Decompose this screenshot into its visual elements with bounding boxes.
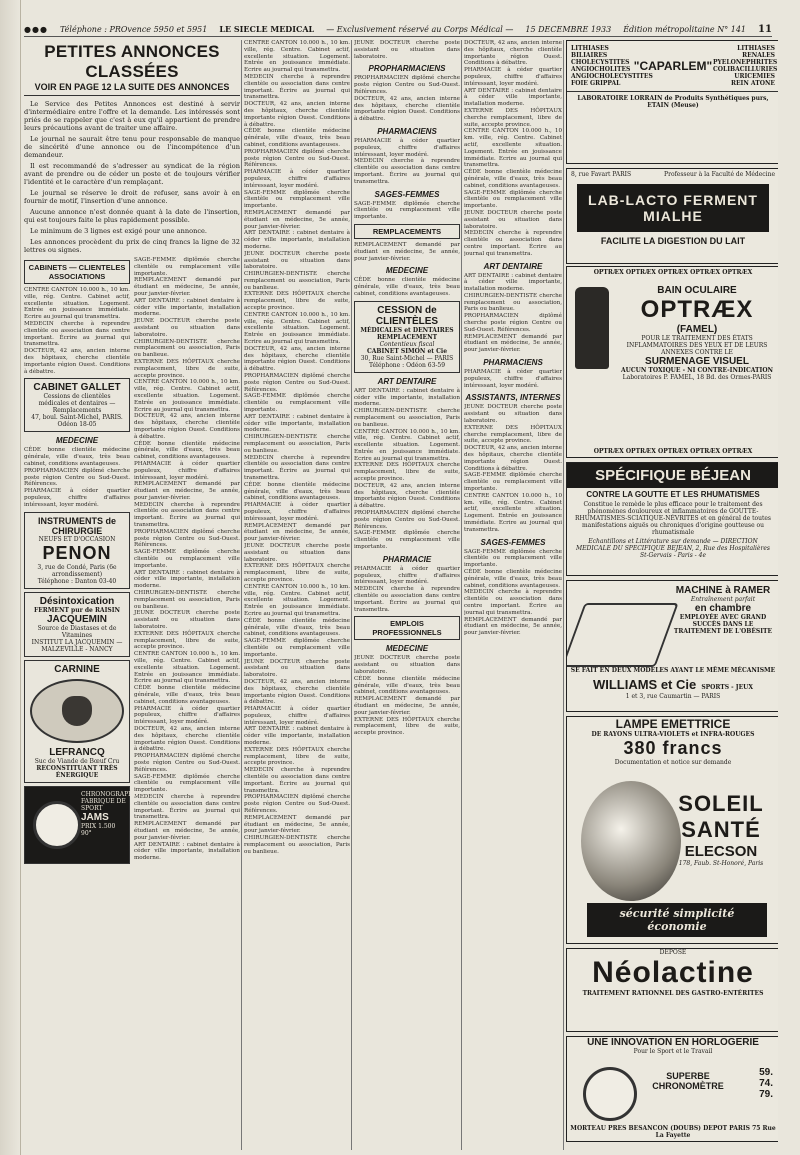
classified-ad: MEDECIN cherche à reprendre clientèle ou association dans centre important. Écrire au journal qui transmettra. xyxy=(24,320,130,348)
section-heading-art-dentaire-2: ART DENTAIRE xyxy=(483,261,543,271)
optraex-sub: (FAMEL) xyxy=(676,324,718,335)
classified-ad: EXTERNE DES HÔPITAUX cherche remplacement, libre de suite, accepte province. xyxy=(354,716,460,737)
column-rule xyxy=(461,40,462,1150)
horlogerie-address: MORTEAU PRES BESANCON (DOUBS) DEPOT PARIS 75 Rue La Fayette xyxy=(570,1125,776,1139)
classified-ad: CHIRURGIEN-DENTISTE cherche remplacement ou association, Paris ou banlieue. xyxy=(244,835,350,855)
lampe-title: LAMPE EMETTRICE xyxy=(615,717,731,731)
header-reserved: — Exclusivement réservé au Corps Médical — xyxy=(326,24,514,34)
section-heading-cabinets: CABINETS — CLIENTELES ASSOCIATIONS xyxy=(24,260,130,284)
mialhe-prof: Professeur à la Faculté de Médecine xyxy=(664,171,775,178)
penon-tel: Téléphone : Danton 03-40 xyxy=(37,577,117,585)
classified-ad: CHIRURGIEN-DENTISTE cherche remplacement ou association, Paris ou banlieue. xyxy=(464,292,562,313)
classified-ad: REMPLACEMENT demandé par étudiant en médecine, 5e année, pour janvier-février. xyxy=(244,522,350,543)
williams-line5: SE FAIT EN DEUX MODÈLES AYANT LE MÊME MÉCANISME xyxy=(570,667,776,674)
classified-ad: JEUNE DOCTEUR cherche poste assistant ou situation dans laboratoire. xyxy=(354,655,460,676)
cession-line: REMPLACEMENT xyxy=(376,333,438,341)
jams-line1: CHRONOGRAPHE xyxy=(81,790,138,798)
williams-line1: MACHINE à RAMER xyxy=(675,585,771,596)
cession-address: 30, Rue Saint-Michel — PARIS xyxy=(360,354,454,362)
classified-ad: PROPHARMACIEN diplômé cherche poste région Centre ou Sud-Ouest. Références. xyxy=(24,467,130,488)
header-phone: Téléphone : PROvence 5950 et 5951 xyxy=(59,24,208,34)
indication: REIN ATONE xyxy=(730,80,775,87)
jacquemin-address: INSTITUT LA JACQUEMIN — MALZEVILLE - NANCY xyxy=(31,638,123,653)
intro-paragraph: Les annonces procèdent du prix de cinq francs la ligne de 32 lettres ou signes. xyxy=(24,238,240,254)
classified-ad: ART DENTAIRE : cabinet dentaire à céder ville importante, installation moderne. xyxy=(134,841,240,862)
classified-ad: PROPHARMACIEN diplômé cherche poste région Centre ou Sud-Ouest. Références. xyxy=(134,528,240,549)
intro-paragraph: Le journal se réserve le droit de refuser, sans avoir à en fournir de motif, l'insertion d'une annonce. xyxy=(24,189,240,205)
williams-line2: Entraînement parfait xyxy=(690,596,756,603)
lampe-sub: DE RAYONS ULTRA-VIOLETS et INFRA-ROUGES xyxy=(591,731,755,738)
gallet-name: CABINET GALLET xyxy=(33,382,121,394)
classified-ad: SAGE-FEMME diplômée cherche clientèle ou remplacement ville importante. xyxy=(464,472,562,493)
classified-ad: SAGE-FEMME diplômée cherche clientèle ou remplacement ville importante. xyxy=(354,200,460,221)
bejean-address: Echantillons et Littérature sur demande — DIRECTION MEDICALE DU SPECIFIQUE BEJEAN, 2, Rue des Hospitalières St-Gervais - Paris - 4e xyxy=(576,538,770,559)
penon-address: 3, rue de Condé, Paris (6e arrondissement) xyxy=(37,563,117,578)
carnine-ad xyxy=(24,660,130,783)
classified-ad: SAGE-FEMME diplômée cherche clientèle ou remplacement ville importante. xyxy=(244,189,350,210)
cession-sub: MÉDICALES et DENTAIRES xyxy=(360,326,454,334)
classified-ad: REMPLACEMENT demandé par étudiant en médecine, 5e année, pour janvier-février. xyxy=(464,333,562,354)
indication: LITHIASES BILIAIRES xyxy=(571,45,609,59)
cession-title: CESSION de CLIENTÈLES xyxy=(375,304,439,327)
lampe-address: 178, Faub. St-Honoré, Paris xyxy=(678,860,764,867)
classified-ad: DOCTEUR, 42 ans, ancien interne des hôpitaux, cherche clientèle importante région Ouest. Conditions à débattre. xyxy=(464,40,562,67)
indication: LITHIASES RENALES xyxy=(737,45,775,59)
classified-title: PETITES ANNONCES CLASSÉES xyxy=(44,42,220,81)
classified-ad: EXTERNE DES HÔPITAUX cherche remplacement, libre de suite, accepte province. xyxy=(354,462,460,483)
classified-ad: JEUNE DOCTEUR cherche poste assistant ou situation dans laboratoire. xyxy=(244,658,350,679)
classified-ad: CENTRE CANTON 10.000 h., 10 km. ville, rég. Centre. Cabinet actif, excellente situation. Logement. Entrée en jouissance immédiate. Ecrire au journal qui transmettra. xyxy=(134,651,240,685)
intro-paragraph: Le minimum de 3 lignes est exigé pour une annonce. xyxy=(30,227,208,235)
neolactine-pre: DÉPOSÉ xyxy=(659,949,687,956)
classified-ad: DOCTEUR, 42 ans, ancien interne des hôpitaux, cherche clientèle importante région Ouest. Conditions à débattre. xyxy=(354,95,460,123)
classified-ad: PHARMACIE à céder quartier populeux, chiffre d'affaires intéressant, loyer modéré. xyxy=(354,137,460,158)
lampe-brand1: SOLEIL xyxy=(678,791,764,816)
intro-paragraph: Aucune annonce n'est donnée quant à la date de l'insertion, qui est toujours faite le plus rapidement possible. xyxy=(24,208,240,224)
classified-ad: MEDECIN cherche à reprendre clientèle ou association dans centre important. Écrire au journal qui transmettra. xyxy=(244,454,350,481)
classified-ad: PHARMACIE à céder quartier populeux, chiffre d'affaires intéressant, loyer modéré. xyxy=(464,369,562,389)
caparlem-lab: LABORATOIRE LORRAIN de Produits Synthétiques purs, ETAIN (Meuse) xyxy=(567,91,778,109)
williams-kind: SPORTS - JEUX xyxy=(701,684,754,691)
optraex-band-top: OPTRÆX OPTRÆX OPTRÆX OPTRÆX OPTRÆX xyxy=(593,269,753,276)
classified-ad: REMPLACEMENT demandé par étudiant en médecine, 5e année, pour janvier-février. xyxy=(354,241,460,262)
classified-ad: PROPHARMACIEN diplômé cherche poste région Centre ou Sud-Ouest. Références. xyxy=(354,510,460,530)
classified-ad: CÉDE bonne clientèle médecine générale, ville d'eaux, très beau cabinet, conditions avantageuses. xyxy=(134,685,240,705)
jams-ad xyxy=(24,786,138,864)
classified-ad: JEUNE DOCTEUR cherche poste assistant ou situation dans laboratoire. xyxy=(464,209,562,230)
horlogerie-title: UNE INNOVATION EN HORLOGERIE xyxy=(587,1037,759,1048)
page-number: 11 xyxy=(758,23,772,35)
section-heading-medecine-2: MEDECINE xyxy=(385,266,429,276)
jams-price1: PRIX 1.500 xyxy=(81,822,116,830)
penon-name: PENON xyxy=(42,542,112,563)
carnine-top: CARNINE xyxy=(54,663,100,675)
classified-subtitle: VOIR EN PAGE 12 LA SUITE DES ANNONCES xyxy=(24,82,240,96)
classified-ad: ART DENTAIRE : cabinet dentaire à céder ville importante, installation moderne. xyxy=(354,387,460,408)
classified-ad: ART DENTAIRE : cabinet dentaire à céder ville importante, installation moderne. xyxy=(464,272,562,293)
indication: URICEMIES xyxy=(734,73,775,80)
neolactine-sub: TRAITEMENT RATIONNEL DES GASTRO-ENTÉRITES xyxy=(582,990,764,997)
classified-ad: MEDECIN cherche à reprendre clientèle ou association dans centre important. Écrire au journal qui transmettra. xyxy=(354,586,460,613)
classified-ad: MEDECIN cherche à reprendre clientèle ou association dans centre important. Écrire au journal qui transmettra. xyxy=(134,793,240,821)
classified-ad: CHIRURGIEN-DENTISTE cherche remplacement ou association, Paris ou banlieue. xyxy=(244,271,350,291)
classified-ad: REMPLACEMENT demandé par étudiant en médecine, 5e année, pour janvier-février. xyxy=(354,696,460,716)
classified-ad: PROPHARMACIEN diplômé cherche poste région Centre ou Sud-Ouest. Références. xyxy=(354,75,460,95)
classified-ad: REMPLACEMENT demandé par étudiant en médecine, 5e année, pour janvier-février. xyxy=(244,209,350,230)
indication: PYELONEPHRITES xyxy=(713,59,778,66)
lampe-price: 380 francs xyxy=(623,738,723,758)
classified-ad: ART DENTAIRE : cabinet dentaire à céder ville importante, installation moderne. xyxy=(134,297,240,318)
caparlem-right-list xyxy=(713,45,778,87)
classified-ad: JEUNE DOCTEUR cherche poste assistant ou situation dans laboratoire. xyxy=(134,318,240,338)
section-heading-remplacements: REMPLACEMENTS xyxy=(354,224,460,239)
header-date: 15 DECEMBRE 1933 xyxy=(525,24,612,34)
classified-ad: PROPHARMACIEN diplômé cherche poste région Centre ou Sud-Ouest. Références. xyxy=(244,373,350,393)
classified-ad: ART DENTAIRE : cabinet dentaire à céder ville importante, installation moderne. xyxy=(464,87,562,108)
classified-ad: REMPLACEMENT demandé par étudiant en médecine, 5e année, pour janvier-février. xyxy=(134,821,240,841)
mialhe-sub: FACILITE LA DIGESTION DU LAIT xyxy=(600,236,746,246)
classified-ad: EXTERNE DES HÔPITAUX cherche remplacement, libre de suite, accepte province. xyxy=(244,291,350,312)
optraex-line1: BAIN OCULAIRE xyxy=(657,285,737,296)
classified-ad: CÉDE bonne clientèle médecine générale, ville d'eaux, très beau cabinet, conditions avantageuses. xyxy=(354,675,460,696)
williams-line4: EMPLOYÉE AVEC GRAND SUCCÈS DANS LE TRAITEMENT DE L'OBÉSITE xyxy=(673,614,773,635)
column-rule xyxy=(351,40,352,1150)
jacquemin-name2: JACQUEMIN xyxy=(46,613,107,625)
classified-ad: CÉDE bonne clientèle médecine générale, ville d'eaux, très beau cabinet, conditions avantageuses. xyxy=(244,128,350,148)
williams-ad xyxy=(566,580,778,712)
classified-ad: DOCTEUR, 42 ans, ancien interne des hôpitaux, cherche clientèle importante région Ouest. Conditions à débattre. xyxy=(244,345,350,373)
classified-ad: EXTERNE DES HÔPITAUX cherche remplacement, libre de suite, accepte province. xyxy=(464,424,562,445)
classified-ad: DOCTEUR, 42 ans, ancien interne des hôpitaux, cherche clientèle importante région Ouest. Conditions à débattre. xyxy=(464,445,562,472)
jacquemin-name1: FERMENT pur de RAISIN xyxy=(33,606,121,614)
header-dots: ●●● xyxy=(24,24,48,34)
gallet-ad xyxy=(24,378,130,432)
indication: FOIE GRIPPAL xyxy=(571,80,621,87)
classified-ad: MEDECIN cherche à reprendre clientèle ou association dans centre important. Écrire au journal qui transmettra. xyxy=(244,767,350,794)
classified-ad: DOCTEUR, 42 ans, ancien interne des hôpitaux, cherche clientèle importante région Ouest. Conditions à débattre. xyxy=(134,725,240,753)
indication: COLIBACILLURIES xyxy=(713,66,778,73)
mialhe-ad xyxy=(566,168,778,264)
classified-ad: REMPLACEMENT demandé par étudiant en médecine, 5e année, pour janvier-février. xyxy=(244,814,350,835)
classified-ad: PHARMACIE à céder quartier populeux, chiffre d'affaires intéressant, loyer modéré. xyxy=(244,706,350,726)
jams-price2: 90° xyxy=(81,829,92,837)
optraex-brand: OPTRÆX xyxy=(640,296,754,323)
classified-ad: SAGE-FEMME diplômée cherche clientèle ou remplacement ville importante. xyxy=(354,530,460,551)
classified-ad: JEUNE DOCTEUR cherche poste assistant ou situation dans laboratoire. xyxy=(244,250,350,271)
lampe-slogan: sécurité simplicité économie xyxy=(587,903,767,937)
bejean-sub: CONTRE LA GOUTTE ET LES RHUMATISMES xyxy=(586,490,760,499)
column-rule xyxy=(563,40,564,1150)
classified-ad: SAGE-FEMME diplômée cherche clientèle ou remplacement ville importante. xyxy=(134,549,240,569)
classified-ad: CENTRE CANTON 10.000 h., 10 km. ville, rég. Centre. Cabinet actif, excellente situation. Logement. Entrée en jouissance immédiate. Ecrire au journal qui transmettra. xyxy=(134,379,240,413)
caparlem-ad xyxy=(566,40,778,164)
lampe-brand2: SANTÉ xyxy=(681,817,761,842)
classified-ad: DOCTEUR, 42 ans, ancien interne des hôpitaux, cherche clientèle importante région Ouest. Conditions à débattre. xyxy=(244,678,350,706)
classified-ad: CÉDE bonne clientèle médecine générale, ville d'eaux, très beau cabinet, conditions avantageuses. xyxy=(244,481,350,502)
caparlem-brand: "CAPARLEM" xyxy=(633,59,713,73)
classified-ad: SAGE-FEMME diplômée cherche clientèle ou remplacement ville importante. xyxy=(464,189,562,210)
indication: ANGIOCHOLITES xyxy=(571,66,631,73)
classified-ad: SAGE-FEMME diplômée cherche clientèle ou remplacement ville importante. xyxy=(134,257,240,277)
classified-ad: CÉDE bonne clientèle médecine générale, ville d'eaux, très beau cabinet, conditions avantageuses. xyxy=(24,447,130,467)
jams-brand: JAMS xyxy=(81,811,109,823)
lampe-doc: Documentation et notice sur demande xyxy=(614,759,732,766)
jams-line2: FABRIQUE DE SPORT xyxy=(81,797,126,812)
classified-ad: REMPLACEMENT demandé par étudiant en médecine, 5e année, pour janvier-février. xyxy=(134,277,240,297)
neolactine-brand: Néolactine xyxy=(592,956,754,989)
section-heading-propharmaciens: PROPHARMACIENS xyxy=(368,64,446,74)
column-3 xyxy=(354,40,460,1150)
classified-ad: CENTRE CANTON 10.000 h., 10 km. ville, rég. Centre. Cabinet actif, excellente situation. Logement. Entrée en jouissance immédiate. Ecrire au journal qui transmettra. xyxy=(244,40,350,74)
classified-ad: ART DENTAIRE : cabinet dentaire à céder ville importante, installation moderne. xyxy=(244,230,350,250)
classified-ad: REMPLACEMENT demandé par étudiant en médecine, 5e année, pour janvier-février. xyxy=(134,481,240,501)
section-heading-pharmacies: PHARMACIENS xyxy=(483,358,543,368)
cession-name: CABINET SIMON et Cie xyxy=(366,347,448,355)
column-rule xyxy=(241,40,242,1150)
watch-icon xyxy=(33,801,81,849)
header-edition: Édition métropolitaine N° 141 xyxy=(623,24,747,34)
classified-ad: EXTERNE DES HÔPITAUX cherche remplacement, libre de suite, accepte province. xyxy=(134,358,240,379)
williams-brand: WILLIAMS et Cie xyxy=(592,677,697,692)
column-2 xyxy=(244,40,350,1150)
chronometer-icon xyxy=(583,1067,637,1121)
rowing-machine-icon xyxy=(566,603,679,667)
optraex-line3: SURMENAGE VISUEL xyxy=(645,356,749,367)
binding-gutter xyxy=(0,0,21,1155)
optraex-band-bottom: OPTRÆX OPTRÆX OPTRÆX OPTRÆX OPTRÆX xyxy=(593,448,753,455)
classified-ad: CHIRURGIEN-DENTISTE cherche remplacement ou association, Paris ou banlieue. xyxy=(134,590,240,610)
header-journal: LE SIECLE MEDICAL xyxy=(219,24,315,34)
column-5 xyxy=(566,40,778,1150)
classified-ad: EXTERNE DES HÔPITAUX cherche remplacement, libre de suite, accepte province. xyxy=(134,630,240,651)
classified-ad: JEUNE DOCTEUR cherche poste assistant ou situation dans laboratoire. xyxy=(244,542,350,563)
classified-ad: SAGE-FEMME diplômée cherche clientèle ou remplacement ville importante. xyxy=(464,548,562,569)
jacquemin-ad xyxy=(24,592,130,657)
classified-ad: CÉDE bonne clientèle médecine générale, ville d'eaux, très beau cabinet, conditions avantageuses. xyxy=(244,617,350,638)
section-heading-sages-femmes: SAGES-FEMMES xyxy=(374,189,440,199)
indication: CHOLECYSTITES xyxy=(571,59,630,66)
price-tag: 74. xyxy=(759,1078,773,1089)
classified-ad: EXTERNE DES HÔPITAUX cherche remplacement, libre de suite, accepte province. xyxy=(244,563,350,583)
optraex-lab: Laboratoires P. FAMEL, 18 Bd. des Ormes-PARIS xyxy=(622,374,772,381)
gallet-tag: Cessions de clientèles médicales et dentaires — Remplacements xyxy=(38,393,116,415)
section-heading-pharmaciens: PHARMACIENS xyxy=(377,126,437,136)
classified-ad: CENTRE CANTON 10.000 h., 10 km. ville, rég. Centre. Cabinet actif, excellente situation. Logement. Entrée en jouissance immédiate. Ecrire au journal qui transmettra. xyxy=(464,128,562,169)
classified-ad: ART DENTAIRE : cabinet dentaire à céder ville importante, installation moderne. xyxy=(244,413,350,434)
price-tag: 59. xyxy=(759,1067,773,1078)
classified-ad: PHARMACIE à céder quartier populeux, chiffre d'affaires intéressant, loyer modéré. xyxy=(134,705,240,726)
williams-line3: en chambre xyxy=(694,603,752,614)
classified-ad: CHIRURGIEN-DENTISTE cherche remplacement ou association, Paris ou banlieue. xyxy=(134,338,240,359)
page-header xyxy=(24,22,772,37)
bottle-icon xyxy=(575,287,609,369)
optraex-line4: AUCUN TOXIQUE - NI CONTRE-INDICATION xyxy=(620,367,774,374)
classified-ad: SAGE-FEMME diplômée cherche clientèle ou remplacement ville importante. xyxy=(244,393,350,414)
classified-ad: DOCTEUR, 42 ans, ancien interne des hôpitaux, cherche clientèle importante région Ouest. Conditions à débattre. xyxy=(134,413,240,440)
classified-ad: JEUNE DOCTEUR cherche poste assistant ou situation dans laboratoire. xyxy=(354,40,460,60)
classified-ad: DOCTEUR, 42 ans, ancien interne des hôpitaux, cherche clientèle importante région Ouest. Conditions à débattre. xyxy=(354,482,460,510)
cession-cont: Contentieux fiscal xyxy=(379,340,435,348)
classified-ad: PROPHARMACIEN diplômé cherche poste région Centre ou Sud-Ouest. Références. xyxy=(244,794,350,815)
bejean-ad xyxy=(566,462,778,576)
classified-ad: MEDECIN cherche à reprendre clientèle ou association dans centre important. Écrire au journal qui transmettra. xyxy=(354,158,460,185)
jacquemin-note: Source de Diastases et de Vitamines xyxy=(37,624,117,639)
classified-ad: PROPHARMACIEN diplômé cherche poste région Centre ou Sud-Ouest. Références. xyxy=(134,753,240,773)
classified-ad: CÉDE bonne clientèle médecine générale, ville d'eaux, très beau cabinet, conditions avantageuses. xyxy=(464,568,562,589)
intro-paragraph: Le journal ne saurait être tenu pour responsable de manque de sincérité d'une annonce ou de l'incompétence d'un demandeur. xyxy=(24,135,240,159)
classified-ad: CENTRE CANTON 10.000 h., 10 km. ville, rég. Centre. Cabinet actif, excellente situation. Logement. Entrée en jouissance immédiate. Ecrire au journal qui transmettra. xyxy=(354,428,460,462)
neolactine-ad xyxy=(566,948,778,1032)
classified-ad: PHARMACIE à céder quartier populeux, chiffre d'affaires intéressant, loyer modéré. xyxy=(464,67,562,87)
classified-ad: REMPLACEMENT demandé par étudiant en médecine, 5e année, pour janvier-février. xyxy=(464,616,562,637)
classified-ad: PHARMACIE à céder quartier populeux, chiffre d'affaires intéressant, loyer modéré. xyxy=(354,565,460,586)
bejean-title: SPÉCIFIQUE BÉJEAN xyxy=(567,463,778,488)
column-1 xyxy=(24,40,240,1150)
classified-ad: CHIRURGIEN-DENTISTE cherche remplacement ou association, Paris ou banlieue. xyxy=(244,434,350,454)
cession-tel: Téléphone : Odéon 63-59 xyxy=(368,361,446,369)
carnine-bottom: LEFRANCQ xyxy=(49,746,105,758)
classified-ad: DOCTEUR, 42 ans, ancien interne des hôpitaux, cherche clientèle importante région Ouest. Conditions à débattre. xyxy=(244,101,350,128)
intro-paragraph: Le Service des Petites Annonces est destiné à servir d'intermédiaire entre l'offre et la demande. Les intéressés sont priés de se rappeler que c'est à eux qu'il appartient de prendre leurs précautions avant de traiter une affaire. xyxy=(24,100,240,132)
williams-address: 1 et 3, rue Caumartin — PARIS xyxy=(625,693,721,700)
classified-ad: PROPHARMACIEN diplômé cherche poste région Centre ou Sud-Ouest. Références. xyxy=(464,313,562,333)
classified-ad: EXTERNE DES HÔPITAUX cherche remplacement, libre de suite, accepte province. xyxy=(464,107,562,128)
carnine-caption: Suc de Viande de Bœuf Cru xyxy=(34,757,120,765)
price-tag: 79. xyxy=(759,1089,773,1100)
classified-ad: JEUNE DOCTEUR cherche poste assistant ou situation dans laboratoire. xyxy=(464,404,562,425)
section-heading-art-dentaire: ART DENTAIRE xyxy=(377,376,437,386)
lamp-icon xyxy=(581,781,681,901)
indication: ANGIOCHOLECYSTITES xyxy=(571,73,653,80)
classified-ad: MEDECIN cherche à reprendre clientèle ou association dans centre important. Écrire au journal qui transmettra. xyxy=(134,501,240,529)
gallet-address: 47, boul. Saint-Michel, PARIS. Odéon 18-05 xyxy=(31,414,123,429)
penon-ad xyxy=(24,512,130,589)
penon-sub: NEUFS ET D'OCCASION xyxy=(38,535,116,543)
classified-ad: ART DENTAIRE : cabinet dentaire à céder ville importante, installation moderne. xyxy=(134,569,240,590)
section-heading-sages-femmes-2: SAGES-FEMMES xyxy=(480,537,546,547)
classified-ad: CÉDE bonne clientèle médecine générale, ville d'eaux, très beau cabinet, conditions avantageuses. xyxy=(134,440,240,461)
classified-ad: MEDECIN cherche à reprendre clientèle ou association dans centre important. Écrire au journal qui transmettra. xyxy=(244,73,350,101)
classified-ad: SAGE-FEMME diplômée cherche clientèle ou remplacement ville importante. xyxy=(134,773,240,794)
classified-ad: PHARMACIE à céder quartier populeux, chiffre d'affaires intéressant, loyer modéré. xyxy=(244,169,350,189)
section-heading-medecine: MEDECINE xyxy=(55,436,99,446)
mialhe-address: 8, rue Favart PARIS xyxy=(571,171,632,178)
section-heading-pharmacie: PHARMACIE xyxy=(382,554,432,564)
classified-ad: PHARMACIE à céder quartier populeux, chiffre d'affaires intéressant, loyer modéré. xyxy=(24,488,130,508)
classified-ad: JEUNE DOCTEUR cherche poste assistant ou situation dans laboratoire. xyxy=(134,610,240,631)
classified-ad: CENTRE CANTON 10.000 h., 10 km. ville, rég. Centre. Cabinet actif, excellente situation. Logement. Entrée en jouissance immédiate. Ecrire au journal qui transmettra. xyxy=(244,311,350,346)
classified-ad: MEDECIN cherche à reprendre clientèle ou association dans centre important. Écrire au journal qui transmettra. xyxy=(464,589,562,616)
bejean-text: Constitue le remède le plus efficace pour le traitement des phénomènes douloureux et inflammatoires de GOUTTE-RHUMATISMES-SCIATIQUE-NÉVRITES et en général de toutes manifestations aiguës ou chroniques d'origine goutteuse ou rhumatismale xyxy=(574,501,771,536)
penon-title: INSTRUMENTS de CHIRURGIE xyxy=(37,515,116,536)
classified-ad: SAGE-FEMME diplômée cherche clientèle ou remplacement ville importante. xyxy=(244,638,350,658)
carnine-caption2: RECONSTITUANT TRÈS ÉNERGIQUE xyxy=(36,764,118,779)
classified-ad: PHARMACIE à céder quartier populeux, chiffre d'affaires intéressant, loyer modéré. xyxy=(244,502,350,522)
cow-head-icon xyxy=(30,679,124,743)
classified-ad: CHIRURGIEN-DENTISTE cherche remplacement ou association, Paris ou banlieue. xyxy=(354,408,460,428)
classified-ad: CÉDE bonne clientèle médecine générale, ville d'eaux, très beau cabinet, conditions avantageuses. xyxy=(464,169,562,189)
classified-ad: EXTERNE DES HÔPITAUX cherche remplacement, libre de suite, accepte province. xyxy=(244,746,350,767)
section-heading-emplois: EMPLOIS PROFESSIONNELS xyxy=(354,616,460,640)
section-heading-medecine-3: MEDECINE xyxy=(385,644,429,654)
intro-paragraph: Il est recommandé de s'adresser au syndicat de la région avant de prendre ou de céder un poste et de toujours vérifier l'identité et le caractère d'un remplaçant. xyxy=(24,162,240,186)
mialhe-title: LAB-LACTO FERMENT MIALHE xyxy=(577,184,769,232)
horlogerie-product: SUPERBE CHRONOMÈTRE xyxy=(652,1071,724,1091)
classified-ad: MEDECIN cherche à reprendre clientèle ou association dans centre important. Écrire au journal qui transmettra. xyxy=(464,230,562,257)
classified-ad: DOCTEUR, 42 ans, ancien interne des hôpitaux, cherche clientèle importante région Ouest. Conditions à débattre. xyxy=(24,348,130,375)
lampe-shop: ELECSON xyxy=(684,843,758,860)
classified-ad: ART DENTAIRE : cabinet dentaire à céder ville importante, installation moderne. xyxy=(244,726,350,747)
classified-ad: CENTRE CANTON 10.000 h., 10 km. ville, rég. Centre. Cabinet actif, excellente situation. Logement. Entrée en jouissance immédiate. Ecrire au journal qui transmettra. xyxy=(464,492,562,533)
classified-ad: CÉDE bonne clientèle médecine générale, ville d'eaux, très beau cabinet, conditions avantageuses. xyxy=(354,277,460,297)
lampe-ad xyxy=(566,716,778,944)
column-4 xyxy=(464,40,562,1150)
optraex-ad xyxy=(566,266,778,458)
classified-ad: CENTRE CANTON 10.000 h., 10 km. ville, rég. Centre. Cabinet actif, excellente situation. Logement. Entrée en jouissance immédiate. Ecrire au journal qui transmettra. xyxy=(244,583,350,617)
jacquemin-pre: Désintoxication xyxy=(39,595,115,607)
section-heading-assistants: ASSISTANTS, INTERNES xyxy=(465,393,561,403)
caparlem-left-list xyxy=(571,45,653,87)
classified-ad: PHARMACIE à céder quartier populeux, chiffre d'affaires intéressant, loyer modéré. xyxy=(134,460,240,481)
cession-ad xyxy=(354,301,460,373)
horlogerie-ad xyxy=(566,1036,778,1142)
optraex-line2: POUR LE TRAITEMENT DES ÉTATS INFLAMMATOIRES DES YEUX ET DE LEURS ANNEXES CONTRE LE xyxy=(626,335,768,356)
horlogerie-sub: Pour le Sport et le Travail xyxy=(633,1048,713,1055)
classified-ad: CENTRE CANTON 10.000 h., 10 km. ville, rég. Centre. Cabinet actif, excellente situation. Logement. Entrée en jouissance immédiate. Ecrire au journal qui transmettra. xyxy=(24,287,130,321)
classified-ad: PROPHARMACIEN diplômé cherche poste région Centre ou Sud-Ouest. Références. xyxy=(244,148,350,169)
